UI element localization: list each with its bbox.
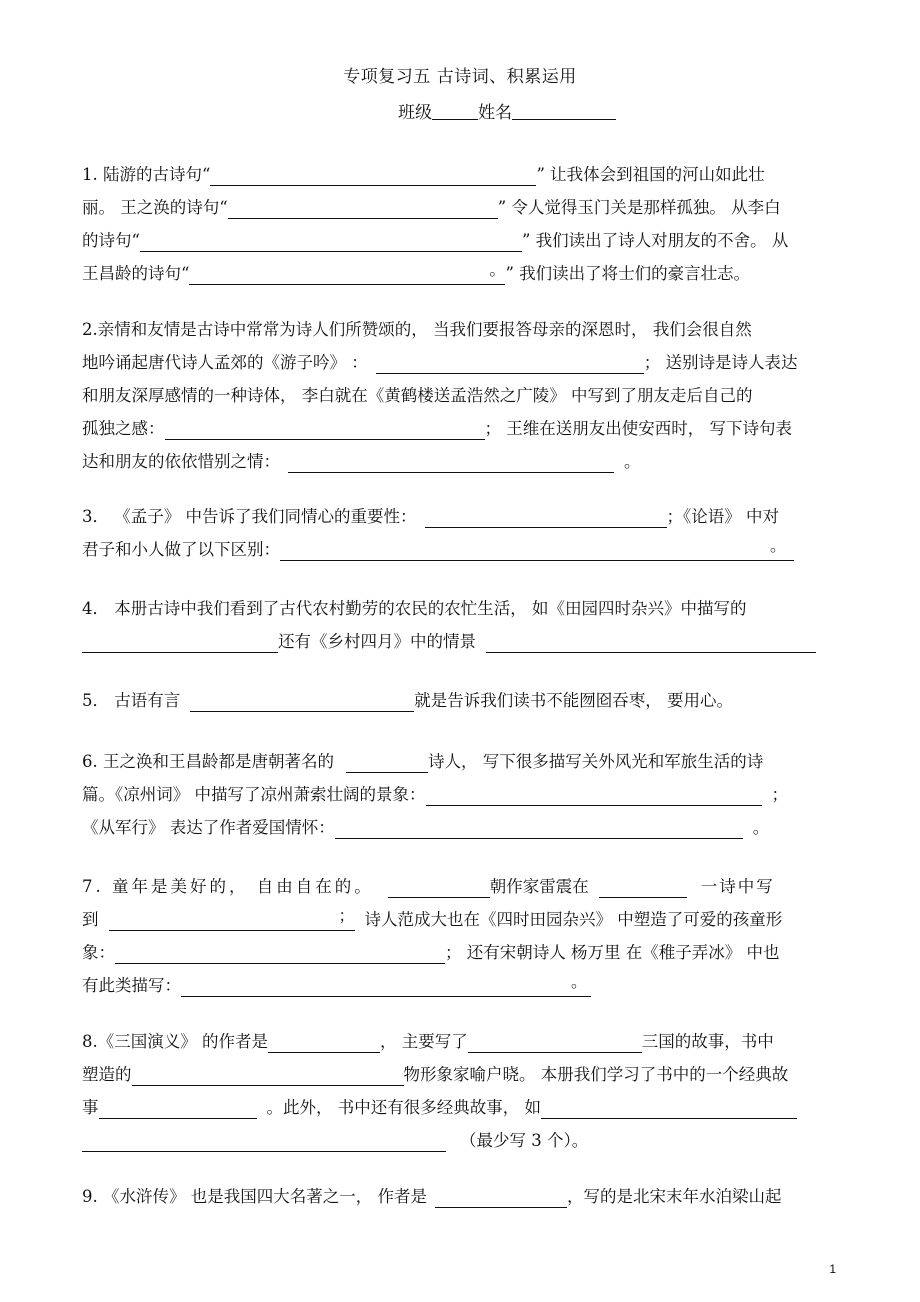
question-2 bbox=[82, 313, 842, 478]
page-title: 专项复习五 古诗词、积累运用 bbox=[343, 67, 577, 87]
q6-text: 。 bbox=[752, 818, 770, 837]
blank-punctuation: 。 bbox=[769, 536, 786, 555]
q9-text: 9. 《水浒传》 也是我国四大名著之一， 作者是 bbox=[82, 1187, 427, 1206]
answer-blank[interactable] bbox=[228, 197, 498, 219]
q7-text: 有此类描写： bbox=[82, 976, 181, 995]
q6-text: 6. 王之涣和王昌龄都是唐朝著名的 bbox=[82, 752, 334, 771]
answer-blank[interactable] bbox=[268, 1031, 380, 1053]
answer-blank[interactable] bbox=[541, 1097, 797, 1119]
q8-text: 三国的故事，书中 bbox=[641, 1032, 774, 1051]
q6-text: 诗人， 写下很多描写关外风光和军旅生活的诗 bbox=[428, 752, 764, 771]
q9-text: ，写的是北宋末年水泊梁山起 bbox=[566, 1187, 782, 1206]
q6-text: 篇。《凉州词》 中描写了凉州萧索壮阔的景象： bbox=[82, 785, 426, 804]
answer-blank[interactable] bbox=[165, 418, 485, 440]
answer-blank[interactable] bbox=[468, 1031, 642, 1053]
q2-text: 孤独之感： bbox=[82, 419, 165, 438]
answer-blank[interactable] bbox=[346, 751, 428, 773]
answer-blank[interactable] bbox=[486, 631, 816, 653]
q7-text: 一诗中写 bbox=[700, 877, 775, 896]
q3-text: ；《论语》 中对 bbox=[666, 507, 779, 526]
blank-punctuation: ； bbox=[338, 906, 355, 925]
q8-text: 事 bbox=[82, 1098, 99, 1117]
name-label: 姓名 bbox=[478, 103, 512, 123]
answer-blank[interactable] bbox=[426, 784, 762, 806]
q3-text: 3． 《孟子》 中告诉了我们同情心的重要性： bbox=[82, 507, 417, 526]
blank-punctuation: 。 bbox=[489, 260, 506, 279]
class-label: 班级 bbox=[398, 103, 432, 123]
q7-text: 象： bbox=[82, 943, 115, 962]
q5-text: 5． 古语有言 bbox=[82, 691, 181, 710]
name-blank[interactable] bbox=[512, 101, 616, 120]
answer-blank[interactable] bbox=[280, 536, 794, 561]
blank-punctuation: 。 bbox=[570, 972, 587, 991]
q2-text: ； 送别诗是诗人表达 bbox=[643, 353, 798, 372]
question-9 bbox=[82, 1180, 842, 1213]
answer-blank[interactable] bbox=[140, 230, 522, 252]
q8-text: ， 主要写了 bbox=[380, 1032, 468, 1051]
class-name-line bbox=[398, 98, 616, 123]
q1-text: ” 让我体会到祖国的河山如此壮 bbox=[536, 165, 765, 184]
answer-blank[interactable] bbox=[115, 942, 445, 964]
q7-text: 诗人范成大也在《四时田园杂兴》 中塑造了可爱的孩童形 bbox=[364, 910, 783, 929]
answer-blank[interactable] bbox=[109, 906, 355, 931]
answer-blank[interactable] bbox=[99, 1097, 257, 1119]
answer-blank[interactable] bbox=[335, 817, 743, 839]
q8-text: 8.《三国演义》 的作者是 bbox=[82, 1032, 268, 1051]
q1-text: 1. 陆游的古诗句“ bbox=[82, 165, 211, 184]
answer-blank[interactable] bbox=[210, 164, 536, 186]
answer-blank[interactable] bbox=[599, 876, 687, 898]
q6-text: 《从军行》 表达了作者爱国情怀： bbox=[82, 818, 335, 837]
q8-text: 塑造的 bbox=[82, 1065, 132, 1084]
q4-text: 4． 本册古诗中我们看到了古代农村勤劳的农民的农忙生活， 如《田园四时杂兴》中描写的 bbox=[82, 599, 747, 618]
q1-text: 的诗句“ bbox=[82, 231, 140, 250]
q2-text: 。 bbox=[624, 452, 641, 471]
q2-text: 地吟诵起唐代诗人孟郊的《游子吟》 ： bbox=[82, 353, 368, 372]
page-number: 1 bbox=[829, 1262, 836, 1276]
q3-text: 君子和小人做了以下区别： bbox=[82, 540, 280, 559]
question-4 bbox=[82, 592, 842, 658]
question-8 bbox=[82, 1025, 842, 1157]
answer-blank[interactable] bbox=[181, 972, 591, 997]
q1-text: 丽。 王之涣的诗句“ bbox=[82, 198, 228, 217]
q2-text: ； 王维在送朋友出使安西时， 写下诗句表 bbox=[484, 419, 792, 438]
q7-text: 朝作家雷震在 bbox=[489, 877, 589, 896]
q5-text: 就是告诉我们读书不能囫囵吞枣， 要用心。 bbox=[414, 691, 733, 710]
q7-text: 7. 童年是美好的， 自由自在的。 bbox=[82, 877, 374, 896]
question-1 bbox=[82, 158, 842, 290]
answer-blank[interactable] bbox=[435, 1186, 567, 1208]
question-3 bbox=[82, 500, 842, 566]
answer-blank[interactable] bbox=[376, 352, 644, 374]
q7-text: 到 bbox=[82, 910, 99, 929]
q1-text: ” 我们读出了将士们的豪言壮志。 bbox=[505, 264, 751, 283]
answer-blank[interactable] bbox=[190, 690, 414, 712]
q8-text: 。此外， 书中还有很多经典故事， 如 bbox=[266, 1098, 541, 1117]
q1-text: ” 我们读出了诗人对朋友的不舍。 从 bbox=[521, 231, 789, 250]
q2-text: 2.亲情和友情是古诗中常常为诗人们所赞颂的， 当我们要报答母亲的深恩时， 我们会很自然 bbox=[82, 320, 752, 339]
answer-blank[interactable] bbox=[425, 506, 667, 528]
answer-blank[interactable] bbox=[82, 631, 278, 653]
q6-text: ； bbox=[771, 785, 788, 804]
q1-text: 王昌龄的诗句“ bbox=[82, 264, 190, 283]
question-6 bbox=[82, 745, 842, 844]
class-blank[interactable] bbox=[432, 101, 478, 120]
answer-blank[interactable] bbox=[189, 260, 506, 285]
q2-text: 和朋友深厚感情的一种诗体， 李白就在《黄鹤楼送孟浩然之广陵》 中写到了朋友走后自己的 bbox=[82, 386, 753, 405]
answer-blank[interactable] bbox=[132, 1064, 404, 1086]
q1-text: ” 令人觉得玉门关是那样孤独。 从李白 bbox=[497, 198, 781, 217]
q8-text: （最少写 3 个）。 bbox=[460, 1131, 589, 1150]
answer-blank[interactable] bbox=[82, 1130, 446, 1152]
answer-blank[interactable] bbox=[288, 451, 614, 473]
question-5 bbox=[82, 684, 842, 717]
answer-blank[interactable] bbox=[388, 876, 490, 898]
q2-text: 达和朋友的依依惜别之情： bbox=[82, 452, 280, 471]
q7-text: ； 还有宋朝诗人 杨万里 在《稚子弄冰》 中也 bbox=[445, 943, 780, 962]
q4-text: 还有《乡村四月》中的情景 bbox=[278, 632, 476, 651]
q8-text: 物形象家喻户晓。 本册我们学习了书中的一个经典故 bbox=[403, 1065, 789, 1084]
question-7 bbox=[82, 870, 842, 1002]
